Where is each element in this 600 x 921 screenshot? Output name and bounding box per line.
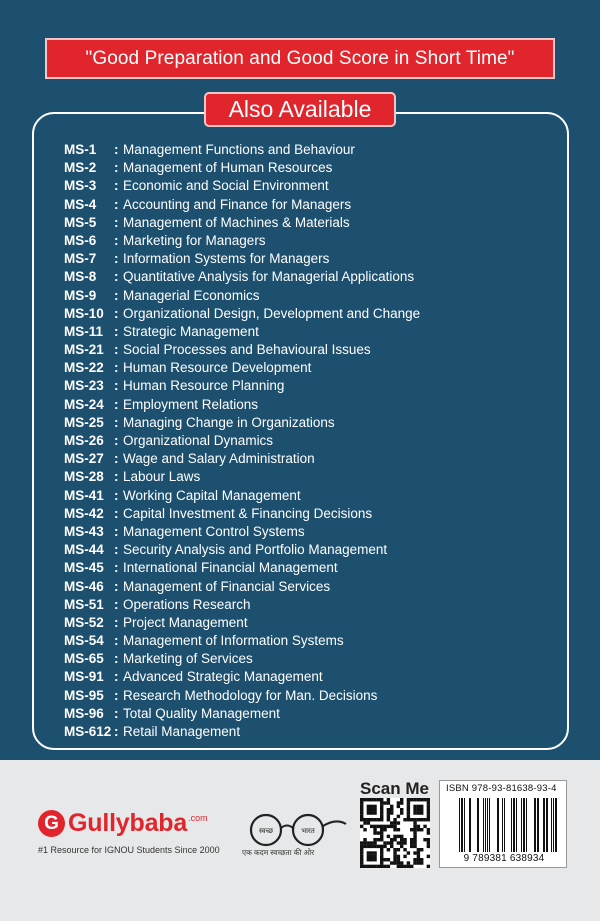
course-code: MS-51 xyxy=(64,596,104,612)
course-code: MS-22 xyxy=(64,360,104,376)
course-separator: : xyxy=(114,560,119,576)
course-title: Management Control Systems xyxy=(123,523,305,539)
barcode-digits: 9 789381 638934 xyxy=(463,853,545,864)
course-separator: : xyxy=(114,196,119,212)
course-separator: : xyxy=(114,487,119,503)
course-separator: : xyxy=(114,451,119,467)
course-code: MS-9 xyxy=(64,287,97,303)
course-separator: : xyxy=(114,305,119,321)
course-code: MS-4 xyxy=(64,196,97,212)
course-item xyxy=(64,541,420,559)
course-separator: : xyxy=(114,578,119,594)
isbn-label: ISBN 978-93-81638-93-4 xyxy=(446,783,557,794)
course-separator: : xyxy=(114,669,119,685)
course-code: MS-6 xyxy=(64,232,97,248)
course-code: MS-3 xyxy=(64,178,97,194)
course-code: MS-25 xyxy=(64,414,104,430)
course-separator: : xyxy=(114,251,119,267)
course-code: MS-11 xyxy=(64,323,104,339)
logo-suffix: .com xyxy=(188,812,208,823)
course-separator: : xyxy=(114,414,119,430)
course-title: Organizational Design, Development and Change xyxy=(123,305,421,321)
course-title: Working Capital Management xyxy=(123,487,301,503)
course-title: Accounting and Finance for Managers xyxy=(123,196,352,212)
course-code: MS-24 xyxy=(64,396,104,412)
isbn-barcode-block xyxy=(439,780,567,868)
course-item xyxy=(64,487,420,505)
course-title: Information Systems for Managers xyxy=(123,251,330,267)
course-separator: : xyxy=(114,433,119,448)
course-item xyxy=(64,596,420,614)
course-title: Managerial Economics xyxy=(123,287,260,303)
course-code: MS-65 xyxy=(64,651,104,667)
course-title: Quantitative Analysis for Managerial Applications xyxy=(123,269,415,285)
course-code: MS-23 xyxy=(64,378,104,394)
course-item xyxy=(64,723,420,741)
course-item xyxy=(64,632,420,650)
course-title: Management of Information Systems xyxy=(123,633,344,649)
course-title: Wage and Salary Administration xyxy=(123,451,315,467)
swachh-caption: एक कदम स्वच्छता की ओर xyxy=(242,848,315,857)
course-separator: : xyxy=(114,232,119,248)
course-code: MS-2 xyxy=(64,160,97,176)
course-title: Strategic Management xyxy=(123,323,259,339)
course-title: Security Analysis and Portfolio Management xyxy=(123,542,388,558)
also-available-heading: Also Available xyxy=(204,92,396,127)
course-code: MS-41 xyxy=(64,487,104,503)
course-item xyxy=(64,432,420,450)
course-item xyxy=(64,578,420,596)
course-item xyxy=(64,141,420,159)
course-separator: : xyxy=(114,705,119,721)
logo-g-icon: G xyxy=(38,810,65,837)
course-separator: : xyxy=(114,287,119,303)
course-title: Operations Research xyxy=(123,596,251,612)
course-item xyxy=(64,159,420,177)
course-item xyxy=(64,377,420,395)
course-separator: : xyxy=(114,523,119,539)
course-code: MS-54 xyxy=(64,633,104,649)
swachh-left-word: स्वच्छ xyxy=(258,827,274,835)
course-title: Total Quality Management xyxy=(123,705,280,721)
course-item xyxy=(64,614,420,632)
course-code: MS-1 xyxy=(64,142,97,157)
course-separator: : xyxy=(114,323,119,339)
course-separator: : xyxy=(114,469,119,485)
course-item xyxy=(64,705,420,723)
course-code: MS-7 xyxy=(64,251,97,267)
course-item xyxy=(64,341,420,359)
course-item xyxy=(64,505,420,523)
course-code: MS-8 xyxy=(64,269,97,285)
swachh-bharat-glasses-icon xyxy=(238,808,348,848)
swachh-right-word: भारत xyxy=(301,827,315,835)
course-separator: : xyxy=(114,160,119,176)
course-title: Advanced Strategic Management xyxy=(123,669,323,685)
course-item xyxy=(64,450,420,468)
brand-tagline: #1 Resource for IGNOU Students Since 2000 xyxy=(38,845,220,855)
course-title: Management Functions and Behaviour xyxy=(123,142,355,157)
course-title: Management of Human Resources xyxy=(123,160,333,176)
course-item xyxy=(64,196,420,214)
course-item xyxy=(64,468,420,486)
course-item xyxy=(64,396,420,414)
course-item xyxy=(64,232,420,250)
course-separator: : xyxy=(114,178,119,194)
course-code: MS-21 xyxy=(64,342,104,358)
tagline-banner: "Good Preparation and Good Score in Short Time" xyxy=(45,38,555,79)
course-item xyxy=(64,650,420,668)
course-title: Human Resource Planning xyxy=(123,378,285,394)
course-item xyxy=(64,687,420,705)
course-title: Economic and Social Environment xyxy=(123,178,329,194)
course-code: MS-42 xyxy=(64,505,104,521)
course-item xyxy=(64,177,420,195)
course-item xyxy=(64,414,420,432)
course-separator: : xyxy=(114,342,119,358)
course-title: Human Resource Development xyxy=(123,360,312,376)
course-separator: : xyxy=(114,651,119,667)
course-separator: : xyxy=(114,687,119,703)
course-title: Marketing for Managers xyxy=(123,232,266,248)
course-title: Project Management xyxy=(123,614,248,630)
course-separator: : xyxy=(114,360,119,376)
course-title: International Financial Management xyxy=(123,560,338,576)
course-title: Management of Financial Services xyxy=(123,578,331,594)
qr-code xyxy=(360,798,430,868)
course-separator: : xyxy=(114,214,119,230)
course-title: Labour Laws xyxy=(123,469,201,485)
course-title: Capital Investment & Financing Decisions xyxy=(123,505,373,521)
course-item xyxy=(64,250,420,268)
course-separator: : xyxy=(114,378,119,394)
course-separator: : xyxy=(114,614,119,630)
course-code: MS-5 xyxy=(64,214,97,230)
course-list xyxy=(64,141,420,741)
course-separator: : xyxy=(114,505,119,521)
course-title: Marketing of Services xyxy=(123,651,253,667)
course-code: MS-52 xyxy=(64,614,104,630)
course-item xyxy=(64,287,420,305)
course-code: MS-27 xyxy=(64,451,104,467)
course-code: MS-44 xyxy=(64,542,104,558)
course-separator: : xyxy=(114,724,119,739)
course-title: Managing Change in Organizations xyxy=(123,414,335,430)
course-item xyxy=(64,668,420,686)
course-separator: : xyxy=(114,596,119,612)
course-title: Organizational Dynamics xyxy=(123,433,274,448)
course-item xyxy=(64,559,420,577)
course-title: Retail Management xyxy=(123,724,241,739)
course-separator: : xyxy=(114,633,119,649)
course-separator: : xyxy=(114,542,119,558)
course-code: MS-10 xyxy=(64,305,104,321)
barcode-graphic xyxy=(446,798,562,852)
course-separator: : xyxy=(114,142,119,157)
course-separator: : xyxy=(114,269,119,285)
course-item xyxy=(64,305,420,323)
course-separator: : xyxy=(114,396,119,412)
gullybaba-logo xyxy=(38,809,208,838)
course-item xyxy=(64,523,420,541)
course-code: MS-612 xyxy=(64,724,112,739)
course-code: MS-26 xyxy=(64,433,104,448)
logo-name: Gullybaba xyxy=(68,809,188,837)
course-title: Employment Relations xyxy=(123,396,259,412)
course-title: Management of Machines & Materials xyxy=(123,214,350,230)
course-code: MS-46 xyxy=(64,578,104,594)
course-item xyxy=(64,359,420,377)
course-code: MS-45 xyxy=(64,560,104,576)
course-item xyxy=(64,323,420,341)
course-code: MS-43 xyxy=(64,523,104,539)
course-code: MS-28 xyxy=(64,469,104,485)
course-code: MS-91 xyxy=(64,669,104,685)
course-title: Research Methodology for Man. Decisions xyxy=(123,687,378,703)
course-code: MS-96 xyxy=(64,705,104,721)
course-item xyxy=(64,214,420,232)
scan-me-label: Scan Me xyxy=(360,779,429,798)
course-code: MS-95 xyxy=(64,687,104,703)
course-title: Social Processes and Behavioural Issues xyxy=(123,342,371,358)
course-item xyxy=(64,268,420,286)
